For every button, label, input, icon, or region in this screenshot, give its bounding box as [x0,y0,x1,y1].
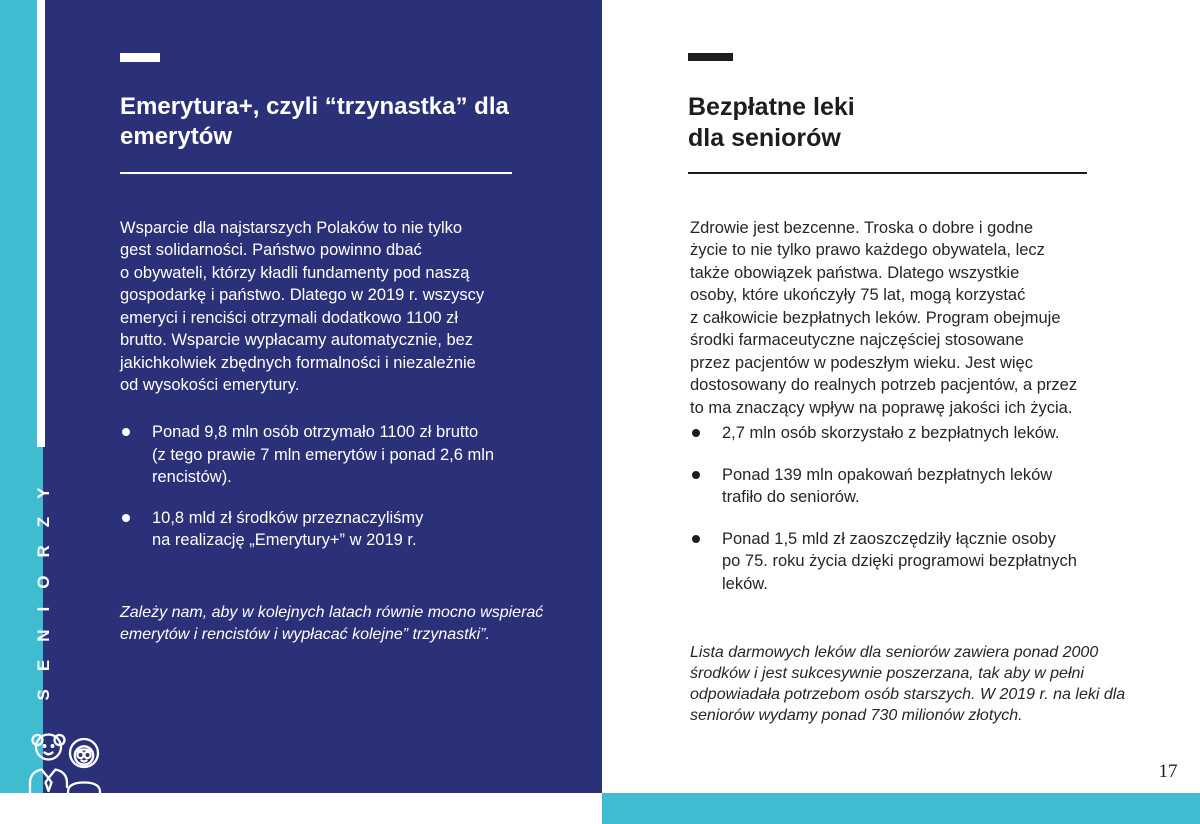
bullet-text: Ponad 9,8 mln osób otrzymało 1100 zł brutto (z tego prawie 7 mln emerytów i ponad 2,6 mln rencistów). [152,423,495,486]
page-number: 17 [1158,761,1178,782]
list-item [122,421,552,489]
bullet-dot-icon [692,535,700,543]
list-item [692,528,1152,596]
section-label-seniorzy: SENIORZY [34,469,53,701]
left-title-dash [120,53,160,62]
left-article-title: Emerytura+, czyli “trzynastka” dla emerytów [120,93,509,151]
seniors-couple-icon [21,730,103,793]
bullet-text: 2,7 mln osób skorzystało z bezpłatnych leków. [722,424,1060,442]
bullet-dot-icon [122,514,130,522]
bottom-accent-bar [602,793,1200,824]
vertical-rule [37,0,45,447]
right-article-intro: Zdrowie jest bezcenne. Troska o dobre i godne życie to nie tylko prawo każdego obywatela, lecz także obowiązek państwa. Dlatego wszystkie osoby, które ukończyły 75 lat, mogą korzystać z całkowicie bezpłatnych leków. Program obejmuje środki farmaceutyczne najczęściej stosowane przez pacjentów w podeszłym wieku. Jest więc dostosowany do realnych potrzeb pacjentów, a przez to ma znaczący wpływ na poprawę jakości ich życia. [690,218,1078,417]
left-article-intro: Wsparcie dla najstarszych Polaków to nie tylko gest solidarności. Państwo powinno dbać o obywateli, którzy kładli fundamenty pod naszą gospodarkę i państwo. Dlatego w 2019 r. wszyscy emeryci i renciści otrzymali dodatkowo 1100 zł brutto. Wsparcie wypłacamy automatycznie, bez jakichkolwiek zbędnych formalności i niezależnie od wysokości emerytury. [120,218,485,394]
bullet-dot-icon [122,428,130,436]
bullet-text: 10,8 mld zł środków przeznaczyliśmy na realizację „Emerytury+” w 2019 r. [152,508,424,549]
bullet-dot-icon [692,471,700,479]
left-italic-note: Zależy nam, aby w kolejnych latach równie mocno wspierać emerytów i rencistów i wypłacać kolejne” trzynastki”. [120,604,544,643]
list-item [692,422,1152,445]
list-item [122,507,552,552]
right-title-dash [688,53,733,61]
bullet-dot-icon [692,429,700,437]
right-italic-note: Lista darmowych leków dla seniorów zawiera ponad 2000 środków i jest sukcesywnie poszerzana, tak aby w pełni odpowiadała potrzebom osób starszych. W 2019 r. na leki dla seniorów wydamy ponad 730 milionów złotych. [690,644,1126,724]
right-article-title: Bezpłatne leki dla seniorów [688,92,855,152]
list-item [692,464,1152,509]
bullet-text: Ponad 139 mln opakowań bezpłatnych leków trafiło do seniorów. [722,465,1053,506]
left-divider-rule [120,172,512,174]
left-bullet-list [122,421,552,552]
right-bullet-list [692,422,1152,595]
bullet-text: Ponad 1,5 mld zł zaoszczędziły łącznie osoby po 75. roku życia dzięki programowi bezpłatnych leków. [722,529,1077,593]
right-divider-rule [688,172,1087,174]
